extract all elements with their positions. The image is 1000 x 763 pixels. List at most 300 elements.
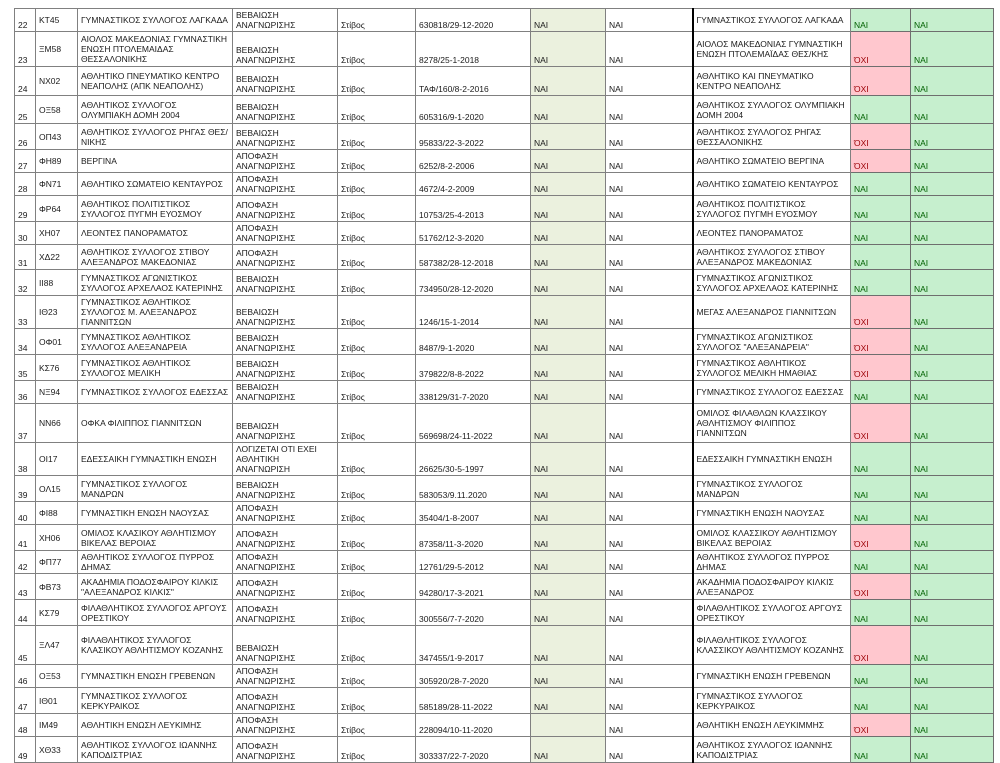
cell-status-flag[interactable]: ΝΑΙ xyxy=(851,688,911,714)
cell-club-code[interactable]: ΧΗ06 xyxy=(36,525,78,551)
cell-recognition-type[interactable]: ΑΠΟΦΑΣΗ ΑΝΑΓΝΩΡΙΣΗΣ xyxy=(233,574,338,600)
cell-row-number[interactable]: 24 xyxy=(15,67,36,96)
cell-row-number[interactable]: 28 xyxy=(15,173,36,196)
cell-club-code[interactable]: ΚΣ76 xyxy=(36,355,78,381)
cell-sport[interactable]: Στίβος xyxy=(338,173,416,196)
cell-status-flag[interactable]: ΌΧΙ xyxy=(851,32,911,67)
cell-sport[interactable]: Στίβος xyxy=(338,381,416,404)
cell-club-code[interactable]: ΟΦ01 xyxy=(36,329,78,355)
cell-doc-number-date[interactable]: 587382/28-12-2018 xyxy=(416,245,531,270)
cell-club-code[interactable]: ΙΘ23 xyxy=(36,296,78,329)
cell-row-number[interactable]: 44 xyxy=(15,600,36,626)
cell-status-flag[interactable]: ΝΑΙ xyxy=(851,737,911,763)
cell-row-number[interactable]: 37 xyxy=(15,404,36,443)
cell-row-number[interactable]: 45 xyxy=(15,626,36,665)
cell-status-flag[interactable]: ΝΑΙ xyxy=(851,502,911,525)
cell-club-name-mirror[interactable]: ΦΙΛΑΘΛΗΤΙΚΟΣ ΣΥΛΛΟΓΟΣ ΚΛΑΣΣΙΚΟΥ ΑΘΛΗΤΙΣΜΟΥ ΚΟΖΑΝΗΣ xyxy=(693,626,851,665)
cell-recognition-type[interactable]: ΒΕΒΑΙΩΣΗ ΑΝΑΓΝΩΡΙΣΗΣ xyxy=(233,404,338,443)
cell-final-flag[interactable]: ΝΑΙ xyxy=(911,32,994,67)
cell-row-number[interactable]: 39 xyxy=(15,476,36,502)
cell-row-number[interactable]: 42 xyxy=(15,551,36,574)
cell-club-name[interactable]: ΑΘΛΗΤΙΚΟ ΠΝΕΥΜΑΤΙΚΟ ΚΕΝΤΡΟ ΝΕΑΠΟΛΗΣ (ΑΠΚ ΝΕΑΠΟΛΗΣ) xyxy=(78,67,233,96)
cell-recognition-type[interactable]: ΒΕΒΑΙΩΣΗ ΑΝΑΓΝΩΡΙΣΗΣ xyxy=(233,67,338,96)
cell-row-number[interactable]: 48 xyxy=(15,714,36,737)
cell-club-name-mirror[interactable]: ΓΥΜΝΑΣΤΙΚΗ ΕΝΩΣΗ ΓΡΕΒΕΝΩΝ xyxy=(693,665,851,688)
cell-doc-number-date[interactable]: ΤΑΦ/160/8-2-2016 xyxy=(416,67,531,96)
cell-club-code[interactable]: ΙΜ49 xyxy=(36,714,78,737)
cell-doc-number-date[interactable]: 51762/12-3-2020 xyxy=(416,222,531,245)
cell-status-flag[interactable]: ΌΧΙ xyxy=(851,714,911,737)
cell-registry-check-1[interactable] xyxy=(531,714,606,737)
cell-registry-check-2[interactable]: ΝΑΙ xyxy=(606,124,693,150)
cell-sport[interactable]: Στίβος xyxy=(338,502,416,525)
cell-status-flag[interactable]: ΝΑΙ xyxy=(851,443,911,476)
cell-club-name[interactable]: ΓΥΜΝΑΣΤΙΚΟΣ ΑΓΩΝΙΣΤΙΚΟΣ ΣΥΛΛΟΓΟΣ ΑΡΧΕΛΑΟΣ ΚΑΤΕΡΙΝΗΣ xyxy=(78,270,233,296)
cell-sport[interactable]: Στίβος xyxy=(338,270,416,296)
cell-club-code[interactable]: ΞΛ47 xyxy=(36,626,78,665)
cell-registry-check-1[interactable]: ΝΑΙ xyxy=(531,245,606,270)
cell-final-flag[interactable]: ΝΑΙ xyxy=(911,355,994,381)
cell-row-number[interactable]: 23 xyxy=(15,32,36,67)
cell-registry-check-1[interactable]: ΝΑΙ xyxy=(531,688,606,714)
cell-row-number[interactable]: 31 xyxy=(15,245,36,270)
cell-final-flag[interactable]: ΝΑΙ xyxy=(911,67,994,96)
cell-final-flag[interactable]: ΝΑΙ xyxy=(911,476,994,502)
cell-status-flag[interactable]: ΌΧΙ xyxy=(851,355,911,381)
cell-club-name-mirror[interactable]: ΓΥΜΝΑΣΤΙΚΟΣ ΑΓΩΝΙΣΤΙΚΟΣ ΣΥΛΛΟΓΟΣ "ΑΛΕΞΑΝΔΡΕΙΑ" xyxy=(693,329,851,355)
cell-club-name[interactable]: ΑΘΛΗΤΙΚΟΣ ΣΥΛΛΟΓΟΣ ΡΗΓΑΣ ΘΕΣ/ΝΙΚΗΣ xyxy=(78,124,233,150)
cell-recognition-type[interactable]: ΒΕΒΑΙΩΣΗ ΑΝΑΓΝΩΡΙΣΗΣ xyxy=(233,626,338,665)
cell-status-flag[interactable]: ΝΑΙ xyxy=(851,270,911,296)
cell-status-flag[interactable]: ΝΑΙ xyxy=(851,245,911,270)
cell-registry-check-2[interactable]: ΝΑΙ xyxy=(606,245,693,270)
cell-recognition-type[interactable]: ΑΠΟΦΑΣΗ ΑΝΑΓΝΩΡΙΣΗΣ xyxy=(233,502,338,525)
cell-club-name[interactable]: ΦΙΛΑΘΛΗΤΙΚΟΣ ΣΥΛΛΟΓΟΣ ΑΡΓΟΥΣ ΟΡΕΣΤΙΚΟΥ xyxy=(78,600,233,626)
cell-registry-check-2[interactable]: ΝΑΙ xyxy=(606,737,693,763)
cell-status-flag[interactable]: ΝΑΙ xyxy=(851,96,911,124)
cell-recognition-type[interactable]: ΒΕΒΑΙΩΣΗ ΑΝΑΓΝΩΡΙΣΗΣ xyxy=(233,124,338,150)
cell-registry-check-1[interactable]: ΝΑΙ xyxy=(531,96,606,124)
cell-sport[interactable]: Στίβος xyxy=(338,443,416,476)
cell-club-name-mirror[interactable]: ΓΥΜΝΑΣΤΙΚΗ ΕΝΩΣΗ ΝΑΟΥΣΑΣ xyxy=(693,502,851,525)
cell-doc-number-date[interactable]: 10753/25-4-2013 xyxy=(416,196,531,222)
cell-row-number[interactable]: 27 xyxy=(15,150,36,173)
cell-sport[interactable]: Στίβος xyxy=(338,574,416,600)
cell-club-name-mirror[interactable]: ΓΥΜΝΑΣΤΙΚΟΣ ΣΥΛΛΟΓΟΣ ΕΔΕΣΣΑΣ xyxy=(693,381,851,404)
cell-doc-number-date[interactable]: 4672/4-2-2009 xyxy=(416,173,531,196)
cell-sport[interactable]: Στίβος xyxy=(338,626,416,665)
cell-final-flag[interactable]: ΝΑΙ xyxy=(911,551,994,574)
cell-sport[interactable]: Στίβος xyxy=(338,245,416,270)
cell-club-code[interactable]: ΟΛ15 xyxy=(36,476,78,502)
cell-club-name-mirror[interactable]: ΑΘΛΗΤΙΚΟΣ ΠΟΛΙΤΙΣΤΙΚΟΣ ΣΥΛΛΟΓΟΣ ΠΥΓΜΗ ΕΥΟΣΜΟΥ xyxy=(693,196,851,222)
cell-final-flag[interactable]: ΝΑΙ xyxy=(911,381,994,404)
cell-registry-check-1[interactable]: ΝΑΙ xyxy=(531,32,606,67)
cell-club-name[interactable]: ΓΥΜΝΑΣΤΙΚΗ ΕΝΩΣΗ ΓΡΕΒΕΝΩΝ xyxy=(78,665,233,688)
cell-registry-check-1[interactable]: ΝΑΙ xyxy=(531,150,606,173)
cell-recognition-type[interactable]: ΒΕΒΑΙΩΣΗ ΑΝΑΓΝΩΡΙΣΗΣ xyxy=(233,355,338,381)
cell-registry-check-2[interactable]: ΝΑΙ xyxy=(606,665,693,688)
cell-final-flag[interactable]: ΝΑΙ xyxy=(911,196,994,222)
cell-registry-check-1[interactable]: ΝΑΙ xyxy=(531,551,606,574)
cell-recognition-type[interactable]: ΑΠΟΦΑΣΗ ΑΝΑΓΝΩΡΙΣΗΣ xyxy=(233,737,338,763)
cell-final-flag[interactable]: ΝΑΙ xyxy=(911,737,994,763)
cell-recognition-type[interactable]: ΒΕΒΑΙΩΣΗ ΑΝΑΓΝΩΡΙΣΗΣ xyxy=(233,270,338,296)
cell-club-code[interactable]: ΞΜ58 xyxy=(36,32,78,67)
cell-club-code[interactable]: ΙΙ88 xyxy=(36,270,78,296)
cell-registry-check-2[interactable]: ΝΑΙ xyxy=(606,270,693,296)
cell-club-name[interactable]: ΒΕΡΓΙΝΑ xyxy=(78,150,233,173)
cell-club-name-mirror[interactable]: ΑΘΛΗΤΙΚΟΣ ΣΥΛΛΟΓΟΣ ΣΤΙΒΟΥ ΑΛΕΞΑΝΔΡΟΣ ΜΑΚΕΔΟΝΙΑΣ xyxy=(693,245,851,270)
cell-status-flag[interactable]: ΝΑΙ xyxy=(851,476,911,502)
cell-status-flag[interactable]: ΌΧΙ xyxy=(851,296,911,329)
cell-club-name-mirror[interactable]: ΑΘΛΗΤΙΚΟΣ ΣΥΛΛΟΓΟΣ ΟΛΥΜΠΙΑΚΗ ΔΟΜΗ 2004 xyxy=(693,96,851,124)
cell-doc-number-date[interactable]: 228094/10-11-2020 xyxy=(416,714,531,737)
cell-registry-check-1[interactable]: ΝΑΙ xyxy=(531,665,606,688)
cell-recognition-type[interactable]: ΑΠΟΦΑΣΗ ΑΝΑΓΝΩΡΙΣΗΣ xyxy=(233,525,338,551)
cell-recognition-type[interactable]: ΒΕΒΑΙΩΣΗ ΑΝΑΓΝΩΡΙΣΗΣ xyxy=(233,296,338,329)
cell-doc-number-date[interactable]: 585189/28-11-2022 xyxy=(416,688,531,714)
cell-registry-check-2[interactable]: ΝΑΙ xyxy=(606,476,693,502)
cell-doc-number-date[interactable]: 95833/22-3-2022 xyxy=(416,124,531,150)
cell-recognition-type[interactable]: ΑΠΟΦΑΣΗ ΑΝΑΓΝΩΡΙΣΗΣ xyxy=(233,150,338,173)
cell-recognition-type[interactable]: ΒΕΒΑΙΩΣΗ ΑΝΑΓΝΩΡΙΣΗΣ xyxy=(233,96,338,124)
cell-club-code[interactable]: ΚΤ45 xyxy=(36,9,78,32)
cell-club-name-mirror[interactable]: ΓΥΜΝΑΣΤΙΚΟΣ ΣΥΛΛΟΓΟΣ ΚΕΡΚΥΡΑΙΚΟΣ xyxy=(693,688,851,714)
cell-doc-number-date[interactable]: 8278/25-1-2018 xyxy=(416,32,531,67)
cell-recognition-type[interactable]: ΛΟΓΙΖΕΤΑΙ ΟΤΙ ΕΧΕΙ ΑΘΛΗΤΙΚΗ ΑΝΑΓΝΩΡΙΣΗ xyxy=(233,443,338,476)
cell-club-name[interactable]: ΑΘΛΗΤΙΚΟΣ ΣΥΛΛΟΓΟΣ ΠΥΡΡΟΣ ΔΗΜΑΣ xyxy=(78,551,233,574)
cell-registry-check-1[interactable]: ΝΑΙ xyxy=(531,196,606,222)
cell-club-name-mirror[interactable]: ΑΘΛΗΤΙΚΟΣ ΣΥΛΛΟΓΟΣ ΙΩΑΝΝΗΣ ΚΑΠΟΔΙΣΤΡΙΑΣ xyxy=(693,737,851,763)
cell-final-flag[interactable]: ΝΑΙ xyxy=(911,222,994,245)
cell-club-name-mirror[interactable]: ΟΜΙΛΟΣ ΚΛΑΣΣΙΚΟΥ ΑΘΛΗΤΙΣΜΟΥ ΒΙΚΕΛΑΣ ΒΕΡΟΙΑΣ xyxy=(693,525,851,551)
cell-doc-number-date[interactable]: 605316/9-1-2020 xyxy=(416,96,531,124)
cell-row-number[interactable]: 30 xyxy=(15,222,36,245)
cell-registry-check-1[interactable]: ΝΑΙ xyxy=(531,525,606,551)
cell-sport[interactable]: Στίβος xyxy=(338,67,416,96)
cell-registry-check-2[interactable]: ΝΑΙ xyxy=(606,67,693,96)
cell-registry-check-2[interactable]: ΝΑΙ xyxy=(606,196,693,222)
cell-registry-check-1[interactable]: ΝΑΙ xyxy=(531,270,606,296)
cell-doc-number-date[interactable]: 569698/24-11-2022 xyxy=(416,404,531,443)
cell-doc-number-date[interactable]: 300556/7-7-2020 xyxy=(416,600,531,626)
cell-row-number[interactable]: 49 xyxy=(15,737,36,763)
cell-club-name[interactable]: ΑΘΛΗΤΙΚΟΣ ΣΥΛΛΟΓΟΣ ΟΛΥΜΠΙΑΚΗ ΔΟΜΗ 2004 xyxy=(78,96,233,124)
cell-club-name[interactable]: ΕΔΕΣΣΑΙΚΗ ΓΥΜΝΑΣΤΙΚΗ ΕΝΩΣΗ xyxy=(78,443,233,476)
cell-sport[interactable]: Στίβος xyxy=(338,9,416,32)
cell-recognition-type[interactable]: ΑΠΟΦΑΣΗ ΑΝΑΓΝΩΡΙΣΗΣ xyxy=(233,665,338,688)
cell-registry-check-1[interactable]: ΝΑΙ xyxy=(531,9,606,32)
cell-final-flag[interactable]: ΝΑΙ xyxy=(911,574,994,600)
cell-sport[interactable]: Στίβος xyxy=(338,150,416,173)
cell-row-number[interactable]: 32 xyxy=(15,270,36,296)
cell-club-name[interactable]: ΑΘΛΗΤΙΚΗ ΕΝΩΣΗ ΛΕΥΚΙΜΗΣ xyxy=(78,714,233,737)
cell-recognition-type[interactable]: ΑΠΟΦΑΣΗ ΑΝΑΓΝΩΡΙΣΗΣ xyxy=(233,245,338,270)
cell-registry-check-2[interactable]: ΝΑΙ xyxy=(606,9,693,32)
cell-club-name[interactable]: ΟΦΚΑ ΦΙΛΙΠΠΟΣ ΓΙΑΝΝΙΤΣΩΝ xyxy=(78,404,233,443)
cell-final-flag[interactable]: ΝΑΙ xyxy=(911,688,994,714)
cell-club-name[interactable]: ΑΘΛΗΤΙΚΟΣ ΠΟΛΙΤΙΣΤΙΚΟΣ ΣΥΛΛΟΓΟΣ ΠΥΓΜΗ ΕΥΟΣΜΟΥ xyxy=(78,196,233,222)
cell-registry-check-2[interactable]: ΝΑΙ xyxy=(606,688,693,714)
cell-sport[interactable]: Στίβος xyxy=(338,737,416,763)
cell-row-number[interactable]: 43 xyxy=(15,574,36,600)
cell-registry-check-1[interactable]: ΝΑΙ xyxy=(531,381,606,404)
cell-status-flag[interactable]: ΌΧΙ xyxy=(851,404,911,443)
cell-row-number[interactable]: 29 xyxy=(15,196,36,222)
cell-status-flag[interactable]: ΝΑΙ xyxy=(851,196,911,222)
cell-row-number[interactable]: 47 xyxy=(15,688,36,714)
cell-club-name-mirror[interactable]: ΓΥΜΝΑΣΤΙΚΟΣ ΑΘΛΗΤΙΚΟΣ ΣΥΛΛΟΓΟΣ ΜΕΛΙΚΗ ΗΜΑΘΙΑΣ xyxy=(693,355,851,381)
cell-doc-number-date[interactable]: 583053/9.11.2020 xyxy=(416,476,531,502)
cell-recognition-type[interactable]: ΑΠΟΦΑΣΗ ΑΝΑΓΝΩΡΙΣΗΣ xyxy=(233,600,338,626)
cell-club-name-mirror[interactable]: ΑΘΛΗΤΙΚΟΣ ΣΥΛΛΟΓΟΣ ΡΗΓΑΣ ΘΕΣΣΑΛΟΝΙΚΗΣ xyxy=(693,124,851,150)
cell-doc-number-date[interactable]: 347455/1-9-2017 xyxy=(416,626,531,665)
cell-club-name[interactable]: ΓΥΜΝΑΣΤΙΚΟΣ ΑΘΛΗΤΙΚΟΣ ΣΥΛΛΟΓΟΣ Μ. ΑΛΕΞΑΝΔΡΟΣ ΓΙΑΝΝΙΤΣΩΝ xyxy=(78,296,233,329)
cell-club-name[interactable]: ΑΘΛΗΤΙΚΟΣ ΣΥΛΛΟΓΟΣ ΙΩΑΝΝΗΣ ΚΑΠΟΔΙΣΤΡΙΑΣ xyxy=(78,737,233,763)
cell-registry-check-2[interactable]: ΝΑΙ xyxy=(606,173,693,196)
cell-registry-check-1[interactable]: ΝΑΙ xyxy=(531,574,606,600)
cell-final-flag[interactable]: ΝΑΙ xyxy=(911,270,994,296)
cell-recognition-type[interactable]: ΒΕΒΑΙΩΣΗ ΑΝΑΓΝΩΡΙΣΗΣ xyxy=(233,381,338,404)
cell-club-code[interactable]: ΙΘ01 xyxy=(36,688,78,714)
cell-registry-check-1[interactable]: ΝΑΙ xyxy=(531,626,606,665)
cell-registry-check-2[interactable]: ΝΑΙ xyxy=(606,525,693,551)
cell-recognition-type[interactable]: ΒΕΒΑΙΩΣΗ ΑΝΑΓΝΩΡΙΣΗΣ xyxy=(233,329,338,355)
cell-sport[interactable]: Στίβος xyxy=(338,476,416,502)
cell-registry-check-2[interactable]: ΝΑΙ xyxy=(606,551,693,574)
cell-sport[interactable]: Στίβος xyxy=(338,124,416,150)
cell-doc-number-date[interactable]: 379822/8-8-2022 xyxy=(416,355,531,381)
cell-registry-check-1[interactable]: ΝΑΙ xyxy=(531,296,606,329)
cell-doc-number-date[interactable]: 94280/17-3-2021 xyxy=(416,574,531,600)
cell-final-flag[interactable]: ΝΑΙ xyxy=(911,502,994,525)
cell-doc-number-date[interactable]: 12761/29-5-2012 xyxy=(416,551,531,574)
cell-club-code[interactable]: ΟΞ58 xyxy=(36,96,78,124)
cell-registry-check-2[interactable]: ΝΑΙ xyxy=(606,443,693,476)
cell-final-flag[interactable]: ΝΑΙ xyxy=(911,245,994,270)
cell-club-name-mirror[interactable]: ΕΔΕΣΣΑΙΚΗ ΓΥΜΝΑΣΤΙΚΗ ΕΝΩΣΗ xyxy=(693,443,851,476)
cell-club-code[interactable]: ΟΠ43 xyxy=(36,124,78,150)
cell-club-name-mirror[interactable]: ΓΥΜΝΑΣΤΙΚΟΣ ΣΥΛΛΟΓΟΣ ΛΑΓΚΑΔΑ xyxy=(693,9,851,32)
cell-club-name[interactable]: ΓΥΜΝΑΣΤΙΚΟΣ ΑΘΛΗΤΙΚΟΣ ΣΥΛΛΟΓΟΣ ΜΕΛΙΚΗ xyxy=(78,355,233,381)
cell-registry-check-2[interactable]: ΝΑΙ xyxy=(606,714,693,737)
cell-final-flag[interactable]: ΝΑΙ xyxy=(911,173,994,196)
cell-status-flag[interactable]: ΌΧΙ xyxy=(851,574,911,600)
cell-doc-number-date[interactable]: 8487/9-1-2020 xyxy=(416,329,531,355)
cell-club-name-mirror[interactable]: ΑΘΛΗΤΙΚΟ ΚΑΙ ΠΝΕΥΜΑΤΙΚΟ ΚΕΝΤΡΟ ΝΕΑΠΟΛΗΣ xyxy=(693,67,851,96)
cell-club-name[interactable]: ΑΘΛΗΤΙΚΟ ΣΩΜΑΤΕΙΟ ΚΕΝΤΑΥΡΟΣ xyxy=(78,173,233,196)
cell-doc-number-date[interactable]: 1246/15-1-2014 xyxy=(416,296,531,329)
cell-club-code[interactable]: ΦΝ71 xyxy=(36,173,78,196)
cell-final-flag[interactable]: ΝΑΙ xyxy=(911,525,994,551)
cell-club-name-mirror[interactable]: ΜΕΓΑΣ ΑΛΕΞΑΝΔΡΟΣ ΓΙΑΝΝΙΤΣΩΝ xyxy=(693,296,851,329)
cell-row-number[interactable]: 34 xyxy=(15,329,36,355)
cell-registry-check-2[interactable]: ΝΑΙ xyxy=(606,150,693,173)
cell-row-number[interactable]: 22 xyxy=(15,9,36,32)
cell-registry-check-1[interactable]: ΝΑΙ xyxy=(531,173,606,196)
cell-row-number[interactable]: 25 xyxy=(15,96,36,124)
cell-club-code[interactable]: ΦΙ88 xyxy=(36,502,78,525)
cell-registry-check-2[interactable]: ΝΑΙ xyxy=(606,96,693,124)
cell-recognition-type[interactable]: ΒΕΒΑΙΩΣΗ ΑΝΑΓΝΩΡΙΣΗΣ xyxy=(233,32,338,67)
cell-club-code[interactable]: ΦΠ77 xyxy=(36,551,78,574)
cell-recognition-type[interactable]: ΑΠΟΦΑΣΗ ΑΝΑΓΝΩΡΙΣΗΣ xyxy=(233,688,338,714)
cell-doc-number-date[interactable]: 630818/29-12-2020 xyxy=(416,9,531,32)
cell-registry-check-1[interactable]: ΝΑΙ xyxy=(531,443,606,476)
cell-final-flag[interactable]: ΝΑΙ xyxy=(911,150,994,173)
cell-final-flag[interactable]: ΝΑΙ xyxy=(911,124,994,150)
cell-club-code[interactable]: ΝΝ66 xyxy=(36,404,78,443)
cell-sport[interactable]: Στίβος xyxy=(338,96,416,124)
cell-final-flag[interactable]: ΝΑΙ xyxy=(911,9,994,32)
cell-club-name-mirror[interactable]: ΑΘΛΗΤΙΚΗ ΕΝΩΣΗ ΛΕΥΚΙΜΜΗΣ xyxy=(693,714,851,737)
cell-doc-number-date[interactable]: 35404/1-8-2007 xyxy=(416,502,531,525)
cell-final-flag[interactable]: ΝΑΙ xyxy=(911,714,994,737)
cell-club-name-mirror[interactable]: ΑΙΟΛΟΣ ΜΑΚΕΔΟΝΙΑΣ ΓΥΜΝΑΣΤΙΚΗ ΕΝΩΣΗ ΠΤΟΛΕΜΑΪΔΑΣ ΘΕΣ/ΚΗΣ xyxy=(693,32,851,67)
cell-status-flag[interactable]: ΝΑΙ xyxy=(851,381,911,404)
cell-club-name-mirror[interactable]: ΟΜΙΛΟΣ ΦΙΛΑΘΛΩΝ ΚΛΑΣΣΙΚΟΥ ΑΘΛΗΤΙΣΜΟΥ ΦΙΛΙΠΠΟΣ ΓΙΑΝΝΙΤΣΩΝ xyxy=(693,404,851,443)
cell-sport[interactable]: Στίβος xyxy=(338,329,416,355)
cell-registry-check-2[interactable]: ΝΑΙ xyxy=(606,355,693,381)
cell-doc-number-date[interactable]: 303337/22-7-2020 xyxy=(416,737,531,763)
cell-final-flag[interactable]: ΝΑΙ xyxy=(911,296,994,329)
cell-status-flag[interactable]: ΌΧΙ xyxy=(851,329,911,355)
cell-sport[interactable]: Στίβος xyxy=(338,355,416,381)
cell-registry-check-1[interactable]: ΝΑΙ xyxy=(531,124,606,150)
cell-club-code[interactable]: ΧΔ22 xyxy=(36,245,78,270)
cell-recognition-type[interactable]: ΒΕΒΑΙΩΣΗ ΑΝΑΓΝΩΡΙΣΗΣ xyxy=(233,476,338,502)
cell-recognition-type[interactable]: ΑΠΟΦΑΣΗ ΑΝΑΓΝΩΡΙΣΗΣ xyxy=(233,196,338,222)
cell-registry-check-1[interactable]: ΝΑΙ xyxy=(531,355,606,381)
cell-final-flag[interactable]: ΝΑΙ xyxy=(911,443,994,476)
cell-status-flag[interactable]: ΌΧΙ xyxy=(851,67,911,96)
cell-club-name[interactable]: ΓΥΜΝΑΣΤΙΚΟΣ ΣΥΛΛΟΓΟΣ ΛΑΓΚΑΔΑ xyxy=(78,9,233,32)
cell-registry-check-2[interactable]: ΝΑΙ xyxy=(606,574,693,600)
cell-club-name-mirror[interactable]: ΑΘΛΗΤΙΚΟ ΣΩΜΑΤΕΙΟ ΚΕΝΤΑΥΡΟΣ xyxy=(693,173,851,196)
cell-registry-check-2[interactable]: ΝΑΙ xyxy=(606,296,693,329)
cell-club-name-mirror[interactable]: ΑΘΛΗΤΙΚΟ ΣΩΜΑΤΕΙΟ ΒΕΡΓΙΝΑ xyxy=(693,150,851,173)
cell-sport[interactable]: Στίβος xyxy=(338,665,416,688)
cell-doc-number-date[interactable]: 6252/8-2-2006 xyxy=(416,150,531,173)
cell-row-number[interactable]: 36 xyxy=(15,381,36,404)
cell-status-flag[interactable]: ΝΑΙ xyxy=(851,665,911,688)
cell-status-flag[interactable]: ΝΑΙ xyxy=(851,600,911,626)
cell-row-number[interactable]: 26 xyxy=(15,124,36,150)
cell-club-name[interactable]: ΛΕΟΝΤΕΣ ΠΑΝΟΡΑΜΑΤΟΣ xyxy=(78,222,233,245)
cell-registry-check-2[interactable]: ΝΑΙ xyxy=(606,329,693,355)
cell-registry-check-2[interactable]: ΝΑΙ xyxy=(606,404,693,443)
cell-registry-check-1[interactable]: ΝΑΙ xyxy=(531,600,606,626)
cell-club-name-mirror[interactable]: ΑΘΛΗΤΙΚΟΣ ΣΥΛΛΟΓΟΣ ΠΥΡΡΟΣ ΔΗΜΑΣ xyxy=(693,551,851,574)
cell-doc-number-date[interactable]: 26625/30-5-1997 xyxy=(416,443,531,476)
cell-club-name[interactable]: ΓΥΜΝΑΣΤΙΚΟΣ ΣΥΛΛΟΓΟΣ ΕΔΕΣΣΑΣ xyxy=(78,381,233,404)
cell-registry-check-2[interactable]: ΝΑΙ xyxy=(606,222,693,245)
cell-club-code[interactable]: ΦΡ64 xyxy=(36,196,78,222)
cell-registry-check-1[interactable]: ΝΑΙ xyxy=(531,476,606,502)
cell-club-name[interactable]: ΑΘΛΗΤΙΚΟΣ ΣΥΛΛΟΓΟΣ ΣΤΙΒΟΥ ΑΛΕΞΑΝΔΡΟΣ ΜΑΚΕΔΟΝΙΑΣ xyxy=(78,245,233,270)
cell-status-flag[interactable]: ΌΧΙ xyxy=(851,150,911,173)
cell-status-flag[interactable]: ΌΧΙ xyxy=(851,626,911,665)
cell-registry-check-1[interactable]: ΝΑΙ xyxy=(531,737,606,763)
cell-club-code[interactable]: ΦΒ73 xyxy=(36,574,78,600)
cell-status-flag[interactable]: ΝΑΙ xyxy=(851,173,911,196)
cell-club-name-mirror[interactable]: ΛΕΟΝΤΕΣ ΠΑΝΟΡΑΜΑΤΟΣ xyxy=(693,222,851,245)
cell-club-name-mirror[interactable]: ΑΚΑΔΗΜΙΑ ΠΟΔΟΣΦΑΙΡΟΥ ΚΙΛΚΙΣ ΑΛΕΞΑΝΔΡΟΣ xyxy=(693,574,851,600)
cell-club-code[interactable]: ΧΗ07 xyxy=(36,222,78,245)
cell-sport[interactable]: Στίβος xyxy=(338,404,416,443)
cell-recognition-type[interactable]: ΑΠΟΦΑΣΗ ΑΝΑΓΝΩΡΙΣΗΣ xyxy=(233,222,338,245)
cell-final-flag[interactable]: ΝΑΙ xyxy=(911,96,994,124)
cell-club-name[interactable]: ΓΥΜΝΑΣΤΙΚΟΣ ΣΥΛΛΟΓΟΣ ΜΑΝΔΡΩΝ xyxy=(78,476,233,502)
cell-registry-check-2[interactable]: ΝΑΙ xyxy=(606,626,693,665)
cell-club-code[interactable]: ΟΞ53 xyxy=(36,665,78,688)
cell-registry-check-2[interactable]: ΝΑΙ xyxy=(606,381,693,404)
cell-registry-check-1[interactable]: ΝΑΙ xyxy=(531,329,606,355)
cell-club-name[interactable]: ΟΜΙΛΟΣ ΚΛΑΣΙΚΟΥ ΑΘΛΗΤΙΣΜΟΥ ΒΙΚΕΛΑΣ ΒΕΡΟΙΑΣ xyxy=(78,525,233,551)
cell-sport[interactable]: Στίβος xyxy=(338,714,416,737)
cell-club-name-mirror[interactable]: ΦΙΛΑΘΛΗΤΙΚΟΣ ΣΥΛΛΟΓΟΣ ΑΡΓΟΥΣ ΟΡΕΣΤΙΚΟΥ xyxy=(693,600,851,626)
cell-final-flag[interactable]: ΝΑΙ xyxy=(911,404,994,443)
cell-row-number[interactable]: 40 xyxy=(15,502,36,525)
cell-sport[interactable]: Στίβος xyxy=(338,600,416,626)
cell-final-flag[interactable]: ΝΑΙ xyxy=(911,600,994,626)
cell-club-name[interactable]: ΓΥΜΝΑΣΤΙΚΗ ΕΝΩΣΗ ΝΑΟΥΣΑΣ xyxy=(78,502,233,525)
cell-row-number[interactable]: 33 xyxy=(15,296,36,329)
cell-club-code[interactable]: ΚΣ79 xyxy=(36,600,78,626)
cell-doc-number-date[interactable]: 305920/28-7-2020 xyxy=(416,665,531,688)
cell-club-code[interactable]: ΦΗ89 xyxy=(36,150,78,173)
cell-row-number[interactable]: 38 xyxy=(15,443,36,476)
cell-recognition-type[interactable]: ΑΠΟΦΑΣΗ ΑΝΑΓΝΩΡΙΣΗΣ xyxy=(233,714,338,737)
cell-club-code[interactable]: ΟΙ17 xyxy=(36,443,78,476)
cell-registry-check-1[interactable]: ΝΑΙ xyxy=(531,502,606,525)
cell-row-number[interactable]: 35 xyxy=(15,355,36,381)
cell-final-flag[interactable]: ΝΑΙ xyxy=(911,329,994,355)
cell-club-code[interactable]: ΝΞ94 xyxy=(36,381,78,404)
cell-doc-number-date[interactable]: 734950/28-12-2020 xyxy=(416,270,531,296)
cell-club-name[interactable]: ΓΥΜΝΑΣΤΙΚΟΣ ΑΘΛΗΤΙΚΟΣ ΣΥΛΛΟΓΟΣ ΑΛΕΞΑΝΔΡΕΙΑ xyxy=(78,329,233,355)
cell-sport[interactable]: Στίβος xyxy=(338,196,416,222)
cell-club-name-mirror[interactable]: ΓΥΜΝΑΣΤΙΚΟΣ ΣΥΛΛΟΓΟΣ ΜΑΝΔΡΩΝ xyxy=(693,476,851,502)
cell-registry-check-2[interactable]: ΝΑΙ xyxy=(606,502,693,525)
cell-status-flag[interactable]: ΝΑΙ xyxy=(851,551,911,574)
cell-status-flag[interactable]: ΌΧΙ xyxy=(851,124,911,150)
cell-status-flag[interactable]: ΌΧΙ xyxy=(851,525,911,551)
cell-final-flag[interactable]: ΝΑΙ xyxy=(911,665,994,688)
cell-recognition-type[interactable]: ΑΠΟΦΑΣΗ ΑΝΑΓΝΩΡΙΣΗΣ xyxy=(233,173,338,196)
cell-row-number[interactable]: 46 xyxy=(15,665,36,688)
cell-row-number[interactable]: 41 xyxy=(15,525,36,551)
cell-registry-check-1[interactable]: ΝΑΙ xyxy=(531,222,606,245)
cell-club-code[interactable]: ΝΧ02 xyxy=(36,67,78,96)
cell-status-flag[interactable]: ΝΑΙ xyxy=(851,9,911,32)
cell-registry-check-1[interactable]: ΝΑΙ xyxy=(531,404,606,443)
cell-club-name[interactable]: ΓΥΜΝΑΣΤΙΚΟΣ ΣΥΛΛΟΓΟΣ ΚΕΡΚΥΡΑΙΚΟΣ xyxy=(78,688,233,714)
cell-sport[interactable]: Στίβος xyxy=(338,525,416,551)
cell-sport[interactable]: Στίβος xyxy=(338,222,416,245)
cell-recognition-type[interactable]: ΒΕΒΑΙΩΣΗ ΑΝΑΓΝΩΡΙΣΗΣ xyxy=(233,9,338,32)
cell-recognition-type[interactable]: ΑΠΟΦΑΣΗ ΑΝΑΓΝΩΡΙΣΗΣ xyxy=(233,551,338,574)
cell-sport[interactable]: Στίβος xyxy=(338,688,416,714)
cell-doc-number-date[interactable]: 87358/11-3-2020 xyxy=(416,525,531,551)
cell-sport[interactable]: Στίβος xyxy=(338,32,416,67)
cell-club-name[interactable]: ΦΙΛΑΘΛΗΤΙΚΟΣ ΣΥΛΛΟΓΟΣ ΚΛΑΣΙΚΟΥ ΑΘΛΗΤΙΣΜΟΥ ΚΟΖΑΝΗΣ xyxy=(78,626,233,665)
cell-club-name-mirror[interactable]: ΓΥΜΝΑΣΤΙΚΟΣ ΑΓΩΝΙΣΤΙΚΟΣ ΣΥΛΛΟΓΟΣ ΑΡΧΕΛΑΟΣ ΚΑΤΕΡΙΝΗΣ xyxy=(693,270,851,296)
cell-final-flag[interactable]: ΝΑΙ xyxy=(911,626,994,665)
cell-registry-check-1[interactable]: ΝΑΙ xyxy=(531,67,606,96)
cell-sport[interactable]: Στίβος xyxy=(338,551,416,574)
